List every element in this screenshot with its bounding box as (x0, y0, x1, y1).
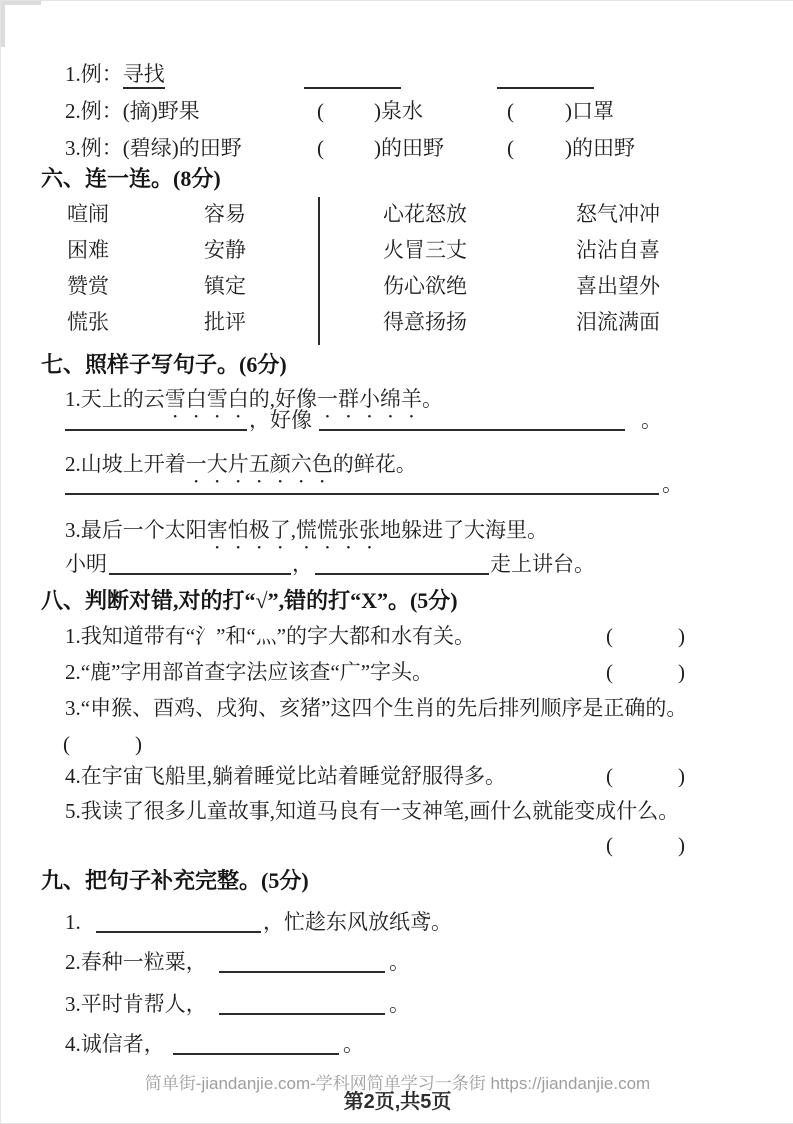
ex5-item3-paren1-open: ( (317, 136, 324, 160)
ex7-answer2-blank (65, 469, 659, 495)
ex5-item-3: 3.例：(碧绿)的田野 (65, 136, 242, 160)
ex6-left-word: 喧闹 (67, 202, 109, 226)
ex5-item2-paren2-close: )口罩 (565, 99, 614, 123)
ex8-item-4: 4.在宇宙飞船里,躺着睡觉比站着睡觉舒服得多。 (65, 764, 506, 788)
ex7-answer3-blank-1 (109, 549, 291, 575)
ex5-item1-blank-1 (304, 63, 401, 89)
ex5-item2-paren1-open: ( (317, 99, 324, 123)
ex8-item1-paren-open: ( (606, 624, 613, 648)
ex5-item1-blank-2 (497, 63, 594, 89)
ex9-item3-blank (219, 989, 385, 1015)
ex6-left-match: 镇定 (204, 274, 246, 298)
ex7-s2-end: 的鲜花。 (332, 452, 417, 476)
ex7-s3-mid: , (290, 518, 296, 542)
ex6-right-match: 泪流满面 (576, 310, 660, 334)
ex7-s2-pre: 2.山坡上开着 (65, 452, 186, 476)
ex9-item4-end: 。 (343, 1032, 364, 1056)
ex9-item4-pre: 4.诚信者， (65, 1032, 165, 1056)
ex6-title: 六、连一连。(8分) (41, 166, 221, 191)
ex7-answer2-period: 。 (662, 472, 683, 496)
ex6-right-match: 喜出望外 (576, 274, 660, 298)
ex7-answer1-blank-2 (319, 405, 625, 431)
ex9-item1-end: ，忙趁东风放纸鸢。 (263, 910, 452, 934)
ex7-answer1-blank-1 (65, 405, 247, 431)
ex6-left-word: 赞赏 (67, 274, 109, 298)
ex6-right-match: 沾沾自喜 (576, 238, 660, 262)
ex9-item1-blank (96, 907, 261, 933)
ex6-left-word: 困难 (67, 238, 109, 262)
ex6-left-match: 容易 (204, 202, 246, 226)
ex8-item5-paren-open: ( (606, 833, 613, 857)
ex8-item4-paren-open: ( (606, 764, 613, 788)
ex9-item2-end: 。 (389, 950, 410, 974)
ex7-s3-emphasis-2: 慌慌张张 (296, 518, 380, 542)
ex6-right-idiom: 火冒三丈 (383, 238, 467, 262)
scan-edge-artifact (1, 1, 41, 5)
ex8-item-1: 1.我知道带有“氵”和“灬”的字大都和水有关。 (65, 624, 476, 648)
ex7-title: 七、照样子写句子。(6分) (41, 352, 287, 377)
ex7-s1-emphasis-2: 一群小绵羊 (317, 387, 422, 411)
ex6-left-match: 安静 (204, 238, 246, 262)
ex6-column-divider (318, 197, 320, 345)
ex7-s1-end: 。 (422, 387, 443, 411)
ex9-item1-number: 1. (65, 910, 81, 934)
ex5-item1-prefix: 1.例： (65, 62, 123, 86)
ex6-left-match: 批评 (204, 310, 246, 334)
ex5-item-2: 2.例：(摘)野果 (65, 99, 200, 123)
ex7-answer1-period: 。 (641, 408, 662, 432)
ex7-s1-emphasis-1: 雪白雪白 (164, 387, 249, 411)
scan-edge-artifact (1, 1, 5, 47)
ex5-item-1 (65, 61, 165, 87)
ex6-right-match: 怒气冲冲 (576, 202, 660, 226)
ex5-item2-paren2-open: ( (507, 99, 514, 123)
ex8-item-5: 5.我读了很多儿童故事,知道马良有一支神笔,画什么就能变成什么。 (65, 799, 680, 823)
ex7-s2-emphasis: 一大片五颜六色 (185, 452, 333, 476)
ex6-right-idiom: 伤心欲绝 (383, 274, 467, 298)
ex6-left-word: 慌张 (67, 310, 109, 334)
ex8-item-2: 2.“鹿”字用部首查字法应该查“广”字头。 (65, 660, 434, 684)
ex7-s3-end: 地躲进了大海里。 (380, 518, 548, 542)
ex7-answer3-end: 走上讲台。 (490, 552, 595, 576)
ex7-answer3-subject: 小明 (65, 552, 107, 576)
ex8-item1-paren-close: ) (678, 624, 685, 648)
ex9-item3-pre: 3.平时肯帮人， (65, 992, 207, 1016)
ex5-item3-paren2-open: ( (507, 136, 514, 160)
ex9-item2-pre: 2.春种一粒粟， (65, 950, 207, 974)
ex7-s3-pre: 3.最后一个太阳 (65, 518, 207, 542)
ex9-title: 九、把句子补充完整。(5分) (41, 868, 309, 893)
ex8-title: 八、判断对错,对的打“√”,错的打“X”。(5分) (41, 588, 458, 613)
ex6-right-idiom: 心花怒放 (383, 202, 467, 226)
ex9-item4-blank (173, 1029, 339, 1055)
ex7-s3-emphasis-1: 害怕极了 (206, 518, 291, 542)
ex8-item2-paren-open: ( (606, 660, 613, 684)
ex5-item2-paren1-close: )泉水 (374, 99, 423, 123)
ex8-item-3: 3.“申猴、酉鸡、戌狗、亥猪”这四个生肖的先后排列顺序是正确的。 (65, 696, 688, 720)
ex8-item3-paren-close: ) (135, 732, 142, 756)
ex7-s1-mid: 的,好像 (248, 387, 317, 411)
ex8-item5-paren-close: ) (678, 833, 685, 857)
ex5-item3-paren2-close: )的田野 (565, 136, 635, 160)
ex8-item2-paren-close: ) (678, 660, 685, 684)
ex7-answer3-blank-2 (315, 549, 489, 575)
ex6-right-idiom: 得意扬扬 (383, 310, 467, 334)
ex8-item3-paren-open: ( (63, 732, 70, 756)
ex5-item1-example: 寻找 (123, 62, 165, 89)
ex9-item2-blank (219, 947, 385, 973)
footer-watermark: 简单街-jiandanjie.com-学科网简单学习一条街 https://jiandanjie.com (144, 1074, 651, 1093)
ex5-item3-paren1-close: )的田野 (374, 136, 444, 160)
ex9-item3-end: 。 (389, 992, 410, 1016)
ex7-s1-pre: 1.天上的云 (65, 387, 165, 411)
ex8-item4-paren-close: ) (678, 764, 685, 788)
ex7-answer1-mid: ，好像 (249, 408, 312, 432)
ex7-answer3-comma: ， (292, 552, 313, 576)
page-indicator: 第2页,共5页 (343, 1091, 452, 1113)
